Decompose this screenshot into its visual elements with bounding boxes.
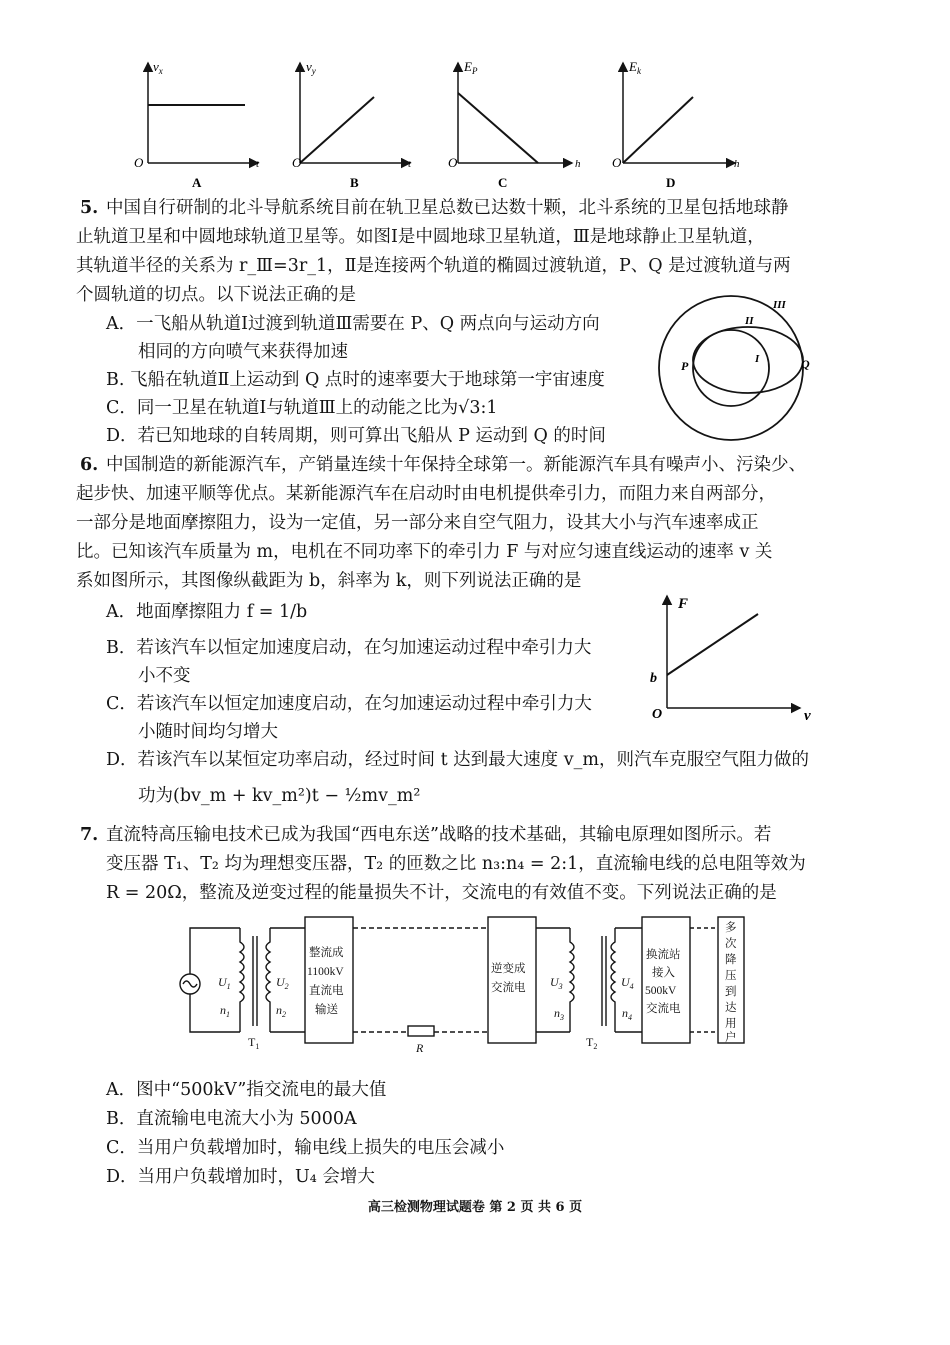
svg-text:F: F <box>678 596 689 612</box>
graph-d <box>612 59 740 190</box>
svg-text:n4: $n_4$ <box>622 1006 632 1022</box>
graph-a <box>134 59 260 190</box>
graph-a-ylabel: $v_x$ <box>153 59 163 76</box>
graph-a-xlabel: t <box>256 158 260 170</box>
graph-c-ylabel: $E_P$ <box>464 59 478 76</box>
svg-text:T1: $T_1$ <box>248 1035 260 1051</box>
q6-option-d: D．若该汽车以某恒定功率启动，经过时间 t 达到最大速度 v_m，则汽车克服空气阻力做的 <box>106 750 809 770</box>
svg-text:n2: $n_2$ <box>276 1003 286 1019</box>
svg-text:v: v <box>804 708 811 724</box>
svg-text:Q: Q <box>801 357 810 371</box>
svg-text:b: b <box>650 671 657 686</box>
svg-text:户: 户 <box>725 1032 737 1044</box>
svg-text:逆变成: 逆变成 <box>491 963 526 975</box>
q5-option-a: A．一飞船从轨道Ⅰ过渡到轨道Ⅲ需要在 P、Q 两点向与运动方向 <box>106 314 600 334</box>
q6-line-1: 中国制造的新能源汽车，产销量连续十年保持全球第一。新能源汽车具有噪声小、污染少、 <box>106 455 806 475</box>
svg-text:II: II <box>745 315 754 327</box>
svg-text:n3: $n_3$ <box>554 1006 564 1022</box>
q7-option-c: C．当用户负载增加时，输电线上损失的电压会减小 <box>106 1138 505 1158</box>
svg-text:U3: $U_3$ <box>550 975 563 991</box>
resistor-r <box>408 1026 434 1036</box>
q6-line-5: 系如图所示，其图像纵截距为 b，斜率为 k，则下列说法正确的是 <box>76 571 582 591</box>
q6-number: 6. <box>80 455 99 475</box>
q5-line-4: 个圆轨道的切点。以下说法正确的是 <box>76 285 356 305</box>
graph-c-origin: O <box>448 155 458 170</box>
q7-number: 7. <box>80 825 99 845</box>
svg-text:I: I <box>755 353 760 365</box>
q5-number: 5. <box>80 198 99 218</box>
svg-text:换流站: 换流站 <box>646 949 681 961</box>
q6-option-b: B．若该汽车以恒定加速度启动，在匀加速运动过程中牵引力大 <box>106 638 592 658</box>
graph-b-ylabel: $v_y$ <box>306 59 316 76</box>
q7-option-b: B．直流输电电流大小为 5000A <box>106 1109 357 1129</box>
svg-text:n1: $n_1$ <box>220 1003 230 1019</box>
graph-c <box>448 59 581 190</box>
svg-text:用: 用 <box>725 1018 737 1030</box>
svg-text:U2: $U_2$ <box>276 975 289 991</box>
graph-a-caption: A <box>192 175 202 190</box>
svg-text:III: III <box>773 299 786 311</box>
svg-text:T2: $T_2$ <box>586 1035 598 1051</box>
q6-line-4: 比。已知该汽车质量为 m，电机在不同功率下的牵引力 F 与对应匀速直线运动的速率 v 关 <box>76 542 773 562</box>
svg-text:直流电: 直流电 <box>309 985 344 997</box>
graph-a-origin: O <box>134 155 144 170</box>
q5-option-a-cont: 相同的方向喷气来获得加速 <box>138 342 348 362</box>
q5-line-1: 中国自行研制的北斗导航系统目前在轨卫星总数已达数十颗，北斗系统的卫星包括地球静 <box>106 198 789 218</box>
q7-line-2: 变压器 T₁、T₂ 均为理想变压器，T₂ 的匝数之比 n₃:n₄ = 2:1，直流输电线的总电阻等效为 <box>106 854 806 874</box>
svg-text:R: R <box>416 1041 424 1054</box>
q5-option-d: D．若已知地球的自转周期，则可算出飞船从 P 运动到 Q 的时间 <box>106 426 606 446</box>
svg-text:交流电: 交流电 <box>646 1003 681 1015</box>
q5-line-2: 止轨道卫星和中圆地球轨道卫星等。如图Ⅰ是中圆地球卫星轨道，Ⅲ是地球静止卫星轨道， <box>76 227 765 247</box>
q6-option-c-cont: 小随时间均匀增大 <box>138 722 278 742</box>
svg-text:压: 压 <box>725 970 737 982</box>
q6-option-d-cont: 功为(bv_m + kv_m²)t − ½mv_m² <box>138 786 421 806</box>
q7-line-3: R = 20Ω，整流及逆变过程的能量损失不计，交流电的有效值不变。下列说法正确的是 <box>106 883 777 903</box>
svg-text:降: 降 <box>725 954 737 966</box>
svg-text:达: 达 <box>725 1002 737 1014</box>
q7-circuit-diagram <box>170 914 770 1054</box>
q5-option-c: C．同一卫星在轨道Ⅰ与轨道Ⅲ上的动能之比为√3:1 <box>106 398 498 418</box>
graph-d-caption: D <box>666 175 676 190</box>
graph-d-ylabel: $E_k$ <box>629 59 641 76</box>
svg-text:到: 到 <box>725 986 737 998</box>
q6-line-3: 一部分是地面摩擦阻力，设为一定值，另一部分来自空气阻力，设其大小与汽车速率成正 <box>76 513 759 533</box>
svg-text:次: 次 <box>725 938 737 950</box>
svg-text:U4: $U_4$ <box>621 975 634 991</box>
q7-option-a: A．图中“500kV”指交流电的最大值 <box>106 1080 387 1100</box>
svg-text:P: P <box>681 359 689 373</box>
q6-line-2: 起步快、加速平顺等优点。某新能源汽车在启动时由电机提供牵引力，而阻力来自两部分， <box>76 484 776 504</box>
svg-text:U1: $U_1$ <box>218 975 231 991</box>
graph-c-xlabel: h <box>575 158 581 170</box>
graph-b-xlabel: t <box>408 158 412 170</box>
svg-text:O: O <box>652 707 663 722</box>
svg-text:整流成: 整流成 <box>309 947 344 959</box>
q5-option-b: B. 飞船在轨道Ⅱ上运动到 Q 点时的速率要大于地球第一宇宙速度 <box>106 370 605 390</box>
svg-text:500kV: 500kV <box>645 985 677 997</box>
q5-line-3: 其轨道半径的关系为 r_Ⅲ=3r_1，Ⅱ是连接两个轨道的椭圆过渡轨道，P、Q 是过渡轨道与两 <box>76 256 791 276</box>
orbit-ii <box>693 327 803 393</box>
q6-option-b-cont: 小不变 <box>138 666 191 686</box>
page-footer: 高三检测物理试题卷 第 2 页 共 6 页 <box>367 1200 583 1215</box>
top-graphs <box>120 55 760 195</box>
svg-text:交流电: 交流电 <box>491 982 526 994</box>
q6-option-c: C．若该汽车以恒定加速度启动，在匀加速运动过程中牵引力大 <box>106 694 592 714</box>
graph-b-origin: O <box>292 155 302 170</box>
graph-c-caption: C <box>498 175 508 190</box>
svg-text:多: 多 <box>725 922 737 934</box>
q7-option-d: D．当用户负载增加时，U₄ 会增大 <box>106 1167 375 1187</box>
graph-d-xlabel: h <box>734 158 740 170</box>
graph-d-origin: O <box>612 155 622 170</box>
svg-text:接入: 接入 <box>652 967 675 979</box>
svg-text:输送: 输送 <box>315 1004 338 1016</box>
graph-b <box>292 59 412 190</box>
orbit-i <box>693 330 769 406</box>
q7-line-1: 直流特高压输电技术已成为我国“西电东送”战略的技术基础，其输电原理如图所示。若 <box>106 825 772 845</box>
graph-b-caption: B <box>350 175 359 190</box>
q5-orbit-figure <box>645 288 825 448</box>
svg-text:1100kV: 1100kV <box>307 966 344 978</box>
q6-option-a: A．地面摩擦阻力 f = 1/b <box>106 602 308 622</box>
q6-f-v-graph <box>640 588 830 728</box>
